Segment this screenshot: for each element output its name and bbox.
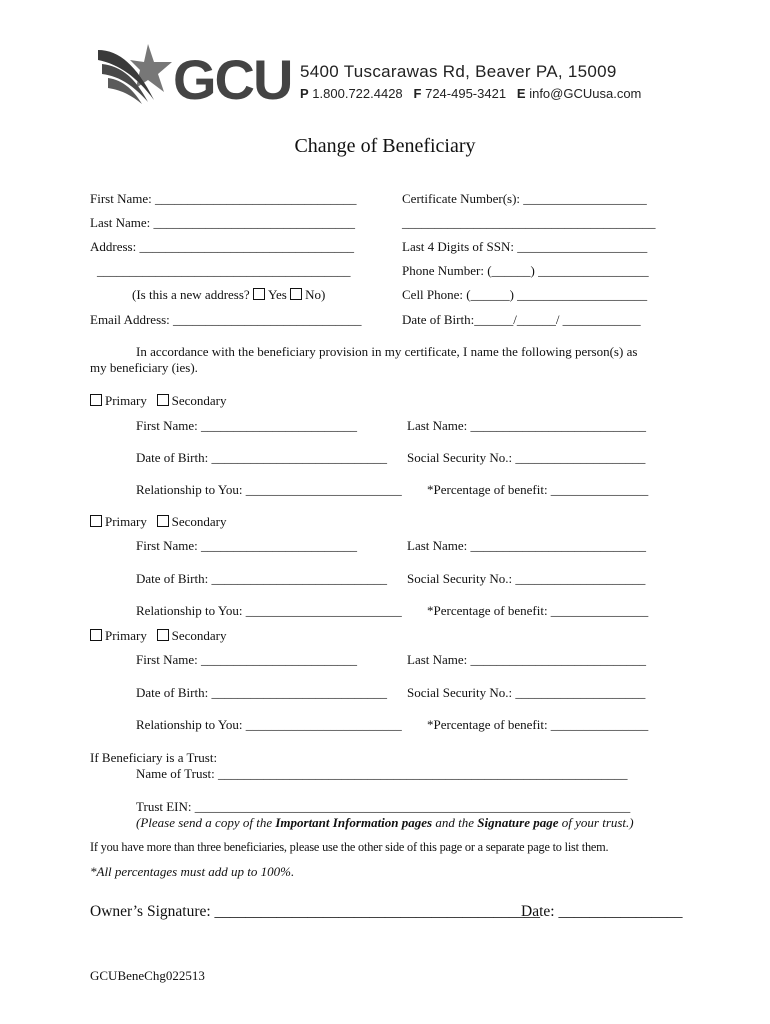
ssn-field[interactable]: Last 4 Digits of SSN: ____________________ <box>402 239 648 254</box>
beneficiary-3-type <box>90 628 227 644</box>
beneficiary-2-first-name[interactable]: First Name: ________________________ <box>136 538 357 553</box>
certificate-number-field[interactable]: Certificate Number(s): ___________________ <box>402 191 647 206</box>
phone-number-field[interactable]: Phone Number: (______) _________________ <box>402 263 649 278</box>
beneficiary-2-relationship[interactable]: Relationship to You: ________________________ <box>136 603 402 618</box>
phone-number: 1.800.722.4428 <box>312 86 403 101</box>
company-address: 5400 Tuscarawas Rd, Beaver PA, 15009 <box>300 62 617 81</box>
trust-note-e: of your trust.) <box>558 815 634 830</box>
intro-text-line2: my beneficiary (ies). <box>90 360 198 375</box>
beneficiary-3-last-name[interactable]: Last Name: ___________________________ <box>407 652 647 667</box>
new-address-label: (Is this a new address? <box>132 287 250 302</box>
beneficiary-3-percentage[interactable]: *Percentage of benefit: _______________ <box>427 717 649 732</box>
trust-note-b: Important Information pages <box>275 815 433 830</box>
beneficiary-1-last-name[interactable]: Last Name: ___________________________ <box>407 418 647 433</box>
yes-label: Yes <box>267 287 287 302</box>
percent-note: *All percentages must add up to 100%. <box>90 864 295 879</box>
fax-prefix: F <box>413 86 422 101</box>
new-address-question <box>132 287 325 303</box>
more-beneficiaries-note: If you have more than three beneficiaries, please use the other side of this page or a separate page to list them. <box>90 840 609 854</box>
secondary-checkbox[interactable] <box>157 515 169 527</box>
owner-address-line2[interactable]: _______________________________________ <box>97 263 351 278</box>
beneficiary-3-relationship[interactable]: Relationship to You: ________________________ <box>136 717 402 732</box>
beneficiary-1-dob[interactable]: Date of Birth: ___________________________ <box>136 450 387 465</box>
secondary-label: Secondary <box>171 393 227 408</box>
primary-label: Primary <box>105 393 147 408</box>
primary-checkbox[interactable] <box>90 515 102 527</box>
beneficiary-1-percentage[interactable]: *Percentage of benefit: _______________ <box>427 482 649 497</box>
beneficiary-3-dob[interactable]: Date of Birth: ___________________________ <box>136 685 387 700</box>
no-checkbox[interactable] <box>290 288 302 300</box>
email-prefix: E <box>516 86 526 101</box>
trust-ein-field[interactable]: Trust EIN: ___________________________________________________________________ <box>136 799 631 814</box>
certificate-extra-line[interactable]: _______________________________________ <box>402 215 656 230</box>
secondary-checkbox[interactable] <box>157 629 169 641</box>
gcu-logo-icon <box>96 42 176 108</box>
secondary-label: Secondary <box>171 628 227 643</box>
secondary-checkbox[interactable] <box>157 394 169 406</box>
beneficiary-1-type <box>90 393 227 409</box>
fax-number: 724-495-3421 <box>425 86 507 101</box>
beneficiary-2-last-name[interactable]: Last Name: ___________________________ <box>407 538 647 553</box>
owner-first-name-field[interactable]: First Name: _______________________________ <box>90 191 357 206</box>
primary-checkbox[interactable] <box>90 394 102 406</box>
page-title: Change of Beneficiary <box>294 135 476 157</box>
trust-note-d: Signature page <box>477 815 559 830</box>
beneficiary-1-first-name[interactable]: First Name: ________________________ <box>136 418 357 433</box>
intro-text-line1: In accordance with the beneficiary provision in my certificate, I name the following person(s) as <box>136 344 638 359</box>
trust-note-a: (Please send a copy of the <box>136 815 276 830</box>
no-label: No) <box>305 287 326 302</box>
phone-prefix: P <box>300 86 309 101</box>
primary-label: Primary <box>105 628 147 643</box>
signature-date-field[interactable]: Date: ________________ <box>521 903 683 920</box>
email-field[interactable]: Email Address: _____________________________ <box>90 312 362 327</box>
brand-wordmark: GCU <box>173 48 292 111</box>
trust-name-field[interactable]: Name of Trust: _______________________________________________________________ <box>136 766 628 781</box>
trust-note-c: and the <box>432 815 478 830</box>
trust-heading: If Beneficiary is a Trust: <box>90 750 218 765</box>
owner-address-field[interactable]: Address: _________________________________ <box>90 239 354 254</box>
contact-line <box>300 86 641 101</box>
primary-checkbox[interactable] <box>90 629 102 641</box>
beneficiary-2-type <box>90 514 227 530</box>
cell-phone-field[interactable]: Cell Phone: (______) ____________________ <box>402 287 648 302</box>
secondary-label: Secondary <box>171 514 227 529</box>
beneficiary-3-ssn[interactable]: Social Security No.: ____________________ <box>407 685 646 700</box>
beneficiary-1-relationship[interactable]: Relationship to You: ________________________ <box>136 482 402 497</box>
form-code: GCUBeneChg022513 <box>90 968 205 983</box>
beneficiary-1-ssn[interactable]: Social Security No.: ____________________ <box>407 450 646 465</box>
owner-signature-field[interactable]: Owner’s Signature: __________________________________________ <box>90 903 541 920</box>
owner-last-name-field[interactable]: Last Name: _______________________________ <box>90 215 356 230</box>
primary-label: Primary <box>105 514 147 529</box>
beneficiary-2-percentage[interactable]: *Percentage of benefit: _______________ <box>427 603 649 618</box>
yes-checkbox[interactable] <box>253 288 265 300</box>
beneficiary-2-ssn[interactable]: Social Security No.: ____________________ <box>407 571 646 586</box>
date-of-birth-field[interactable]: Date of Birth:______/______/ ____________ <box>402 312 641 327</box>
trust-note <box>136 815 634 831</box>
beneficiary-3-first-name[interactable]: First Name: ________________________ <box>136 652 357 667</box>
beneficiary-2-dob[interactable]: Date of Birth: ___________________________ <box>136 571 387 586</box>
email-address: info@GCUusa.com <box>529 86 642 101</box>
